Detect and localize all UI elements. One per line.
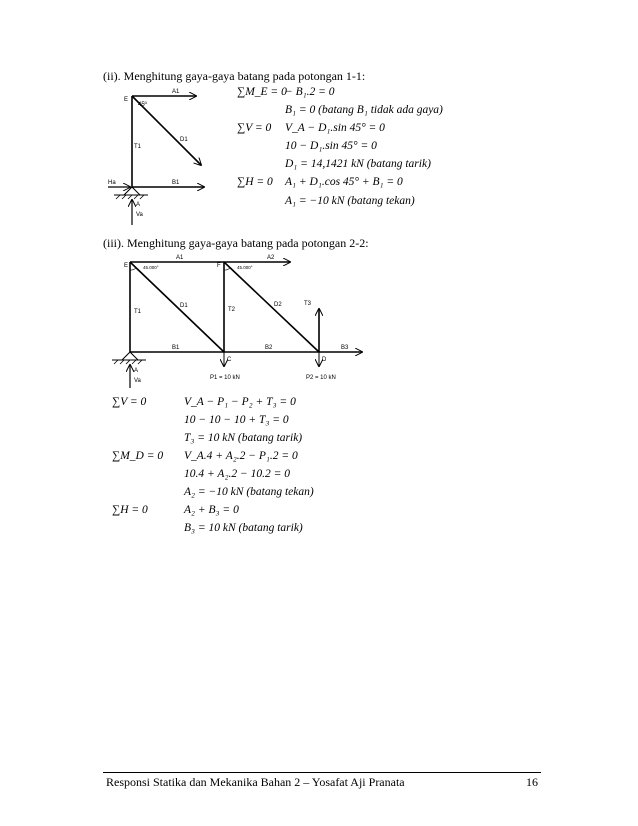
eq-iii-a2: A₂ = −10 kN (batang tekan) xyxy=(184,486,314,498)
footer-rule xyxy=(103,772,541,773)
label-a: A xyxy=(136,202,141,208)
eq-ii-a1: A₁ = −10 kN (batang tekan) xyxy=(285,195,415,207)
label-a2: A2 xyxy=(267,255,275,261)
label-va: Va xyxy=(134,378,141,384)
page-number: 16 xyxy=(526,775,538,789)
eq-ii-sum-v-label: ∑V = 0 xyxy=(237,122,272,134)
label-b3: B3 xyxy=(341,345,349,351)
member-d2 xyxy=(224,262,319,352)
label-p2: P2 = 10 kN xyxy=(306,375,336,381)
eq-iii-md2: 10.4 + A₂.2 − 10.2 = 0 xyxy=(184,468,290,480)
eq-iii-b3: B₃ = 10 kN (batang tarik) xyxy=(184,522,303,534)
label-b2: B2 xyxy=(265,345,273,351)
label-a1: A1 xyxy=(176,255,184,261)
label-va: Va xyxy=(136,212,143,218)
member-d1 xyxy=(130,262,224,352)
label-p1: P1 = 10 kN xyxy=(210,375,240,381)
label-d1: D1 xyxy=(180,137,188,143)
section-ii-heading: (ii). Menghitung gaya-gaya batang pada potongan 1-1: xyxy=(103,69,366,83)
eq-iii-sum-h: A₂ + B₃ = 0 xyxy=(184,504,239,516)
eq-ii-sum-me-label-text: ∑M_E = 0 xyxy=(237,86,287,98)
label-d2: D2 xyxy=(274,302,282,308)
label-t2: T2 xyxy=(228,307,236,313)
footer-title: Responsi Statika dan Mekanika Bahan 2 – Yosafat Aji Pranata xyxy=(106,775,405,789)
section-ii-truss-diagram xyxy=(100,82,220,232)
eq-ii-v2: 10 − D₁.sin 45° = 0 xyxy=(285,140,377,152)
section-iii-heading: (iii). Menghitung gaya-gaya batang pada potongan 2-2: xyxy=(103,236,369,250)
eq-ii-b1: B₁ = 0 (batang B₁ tidak ada gaya) xyxy=(285,104,443,116)
label-angle2: 45.000° xyxy=(237,265,253,270)
eq-iii-t3: T₃ = 10 kN (batang tarik) xyxy=(184,432,303,444)
label-t1: T1 xyxy=(134,144,142,150)
label-d: D xyxy=(322,357,327,363)
label-t1: T1 xyxy=(134,309,142,315)
label-ha: Ha xyxy=(108,180,116,186)
label-a1: A1 xyxy=(172,89,180,95)
eq-iii-sum-v: V_A − P₁ − P₂ + T₃ = 0 xyxy=(184,396,296,408)
label-angle1: 45.000° xyxy=(143,265,159,270)
eq-iii-sum-md-label: ∑M_D = 0 xyxy=(112,450,164,462)
label-f: F xyxy=(217,263,221,269)
label-c: C xyxy=(227,357,232,363)
pin-support-icon xyxy=(114,187,148,199)
section-iii-truss-diagram xyxy=(100,248,370,388)
eq-ii-sum-v: V_A − D₁.sin 45° = 0 xyxy=(285,122,385,134)
label-b1: B1 xyxy=(172,180,180,186)
eq-iii-sum-md: V_A.4 + A₂.2 − P₁.2 = 0 xyxy=(184,450,298,462)
eq-ii-sum-h: A₁ + D₁.cos 45° + B₁ = 0 xyxy=(285,176,403,188)
label-a: A xyxy=(134,368,139,374)
pin-support-icon xyxy=(112,352,146,364)
eq-ii-sum-h-label: ∑H = 0 xyxy=(237,176,273,188)
eq-iii-v2: 10 − 10 − 10 + T₃ = 0 xyxy=(184,414,289,426)
eq-ii-d1: D₁ = 14,1421 kN (batang tarik) xyxy=(285,158,431,170)
eq-ii-sum-me: − B₁.2 = 0 xyxy=(285,86,335,98)
angle-mark-1 xyxy=(130,268,136,270)
label-e: E xyxy=(124,97,129,103)
eq-iii-sum-h-label: ∑H = 0 xyxy=(112,504,148,516)
label-t3: T3 xyxy=(304,301,312,307)
label-e: E xyxy=(124,263,129,269)
label-b1: B1 xyxy=(172,345,180,351)
angle-mark-2 xyxy=(224,268,230,270)
label-d1: D1 xyxy=(180,303,188,309)
label-angle: 45º xyxy=(138,102,147,108)
eq-iii-sum-v-label: ∑V = 0 xyxy=(112,396,147,408)
